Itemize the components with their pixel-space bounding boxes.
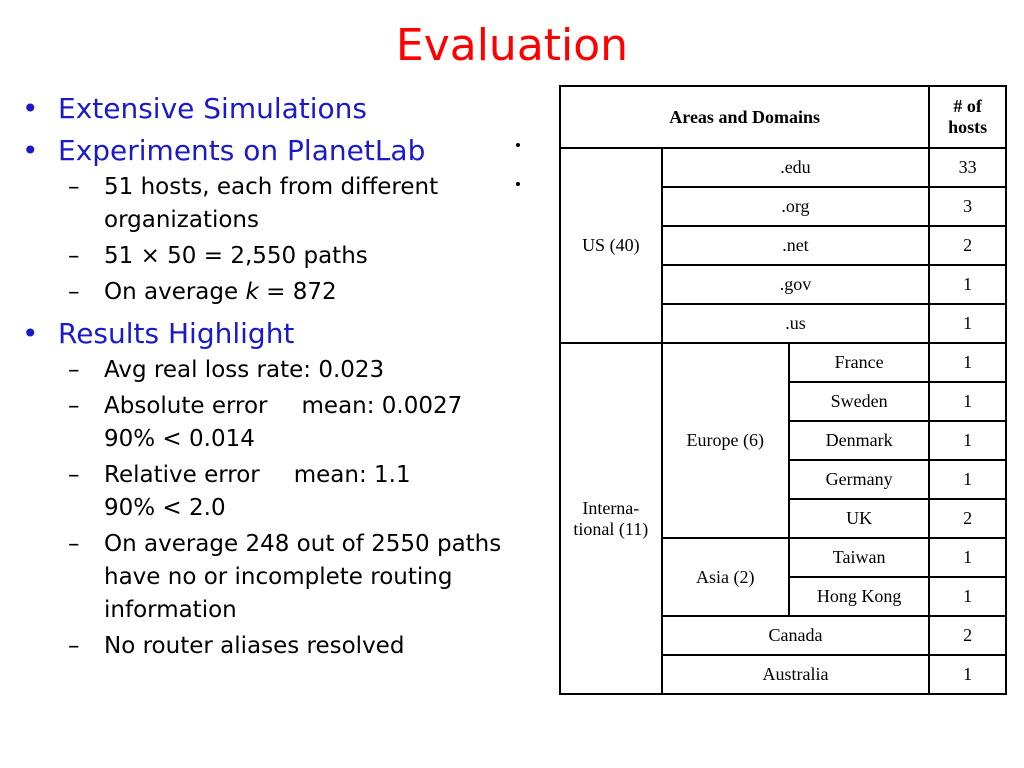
table-row xyxy=(560,343,1006,382)
sub-bullet-router-aliases xyxy=(22,630,542,663)
hosts-cell: 1 xyxy=(929,343,1006,382)
sub-bullet-loss-rate xyxy=(22,354,542,387)
hosts-table xyxy=(559,85,1007,695)
hosts-cell: 1 xyxy=(929,577,1006,616)
relative-error-p90: 90% < 2.0 xyxy=(104,495,226,521)
stray-dot xyxy=(516,143,520,147)
hosts-cell: 3 xyxy=(929,187,1006,226)
sub-bullet-text: 51 × 50 = 2,550 paths xyxy=(104,243,368,269)
country-cell: Taiwan xyxy=(789,538,929,577)
absolute-error-p90: 90% < 0.014 xyxy=(104,426,255,452)
dash-icon: – xyxy=(68,393,80,419)
hosts-cell: 1 xyxy=(929,304,1006,343)
sub-bullet-hosts xyxy=(22,171,542,237)
bullet-text: Results Highlight xyxy=(58,317,295,350)
sub-bullet-text-prefix: On average xyxy=(104,279,246,305)
header-areas-domains: Areas and Domains xyxy=(560,86,929,148)
hosts-cell: 1 xyxy=(929,265,1006,304)
sub-bullet-average-k xyxy=(22,276,542,309)
country-cell: Hong Kong xyxy=(789,577,929,616)
slide-title: Evaluation xyxy=(395,20,629,71)
country-cell: Australia xyxy=(662,655,930,694)
absolute-error-mean: mean: 0.0027 xyxy=(301,393,463,419)
dash-icon: – xyxy=(68,462,80,488)
domain-cell: .gov xyxy=(662,265,930,304)
hosts-cell: 33 xyxy=(929,148,1006,187)
relative-error-mean: mean: 1.1 xyxy=(293,462,411,488)
sub-bullet-paths xyxy=(22,240,542,273)
hosts-cell: 1 xyxy=(929,382,1006,421)
dash-icon: – xyxy=(68,357,80,383)
bullet-dot-icon: • xyxy=(22,317,39,350)
country-cell: Germany xyxy=(789,460,929,499)
bullet-dot-icon: • xyxy=(22,134,39,167)
sub-bullet-incomplete-paths xyxy=(22,528,542,627)
hosts-cell: 2 xyxy=(929,616,1006,655)
relative-error-label: Relative error xyxy=(104,462,260,488)
country-cell: Canada xyxy=(662,616,930,655)
country-cell: France xyxy=(789,343,929,382)
bullet-results-highlight xyxy=(22,317,542,351)
hosts-cell: 1 xyxy=(929,655,1006,694)
hosts-cell: 1 xyxy=(929,421,1006,460)
sub-bullet-text: Avg real loss rate: 0.023 xyxy=(104,357,385,383)
sub-bullet-text: On average 248 out of 2550 paths have no or incomplete routing information xyxy=(104,531,502,623)
table-header-row xyxy=(560,86,1006,148)
us-group-cell: US (40) xyxy=(560,148,662,343)
dash-icon: – xyxy=(68,174,80,200)
asia-group-cell: Asia (2) xyxy=(662,538,789,616)
bullet-dot-icon: • xyxy=(22,92,39,125)
bullet-extensive-simulations xyxy=(22,92,542,126)
country-cell: UK xyxy=(789,499,929,538)
sub-bullet-absolute-error xyxy=(22,390,542,456)
hosts-cell: 2 xyxy=(929,499,1006,538)
sub-bullet-text-suffix: = 872 xyxy=(258,279,337,305)
sub-bullet-text: 51 hosts, each from different organizations xyxy=(104,174,439,233)
domain-cell: .edu xyxy=(662,148,930,187)
dash-icon: – xyxy=(68,243,80,269)
bullet-planetlab xyxy=(22,134,542,168)
bullet-list xyxy=(22,84,542,663)
variable-k: k xyxy=(245,279,259,305)
dash-icon: – xyxy=(68,279,80,305)
hosts-cell: 1 xyxy=(929,538,1006,577)
bullet-text: Experiments on PlanetLab xyxy=(58,134,426,167)
table-row xyxy=(560,148,1006,187)
absolute-error-label: Absolute error xyxy=(104,393,268,419)
domain-cell: .net xyxy=(662,226,930,265)
country-cell: Sweden xyxy=(789,382,929,421)
hosts-cell: 2 xyxy=(929,226,1006,265)
header-num-hosts: # of hosts xyxy=(929,86,1006,148)
dash-icon: – xyxy=(68,531,80,557)
sub-bullet-relative-error xyxy=(22,459,542,525)
stray-dot xyxy=(516,182,520,186)
dash-icon: – xyxy=(68,633,80,659)
domain-cell: .us xyxy=(662,304,930,343)
hosts-cell: 1 xyxy=(929,460,1006,499)
sub-bullet-text: No router aliases resolved xyxy=(104,633,405,659)
bullet-text: Extensive Simulations xyxy=(58,92,368,125)
international-group-cell: Interna-tional (11) xyxy=(560,343,662,694)
domain-cell: .org xyxy=(662,187,930,226)
country-cell: Denmark xyxy=(789,421,929,460)
europe-group-cell: Europe (6) xyxy=(662,343,789,538)
